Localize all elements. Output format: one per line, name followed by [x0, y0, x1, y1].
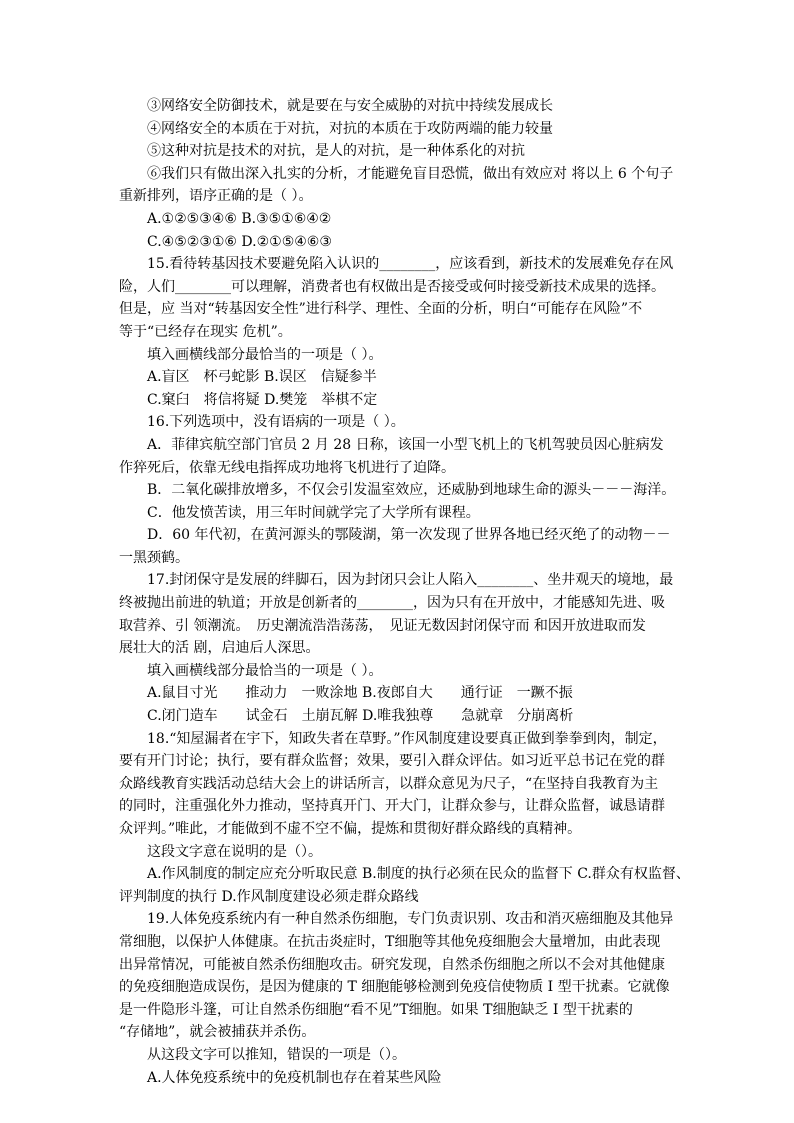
- text-line: C.闭门造车 试金石 土崩瓦解 D.唯我独尊 急就章 分崩离析: [147, 708, 574, 725]
- text-line: B．二氧化碳排放增多，不仅会引发温室效应，还威胁到地球生命的源头－－－海洋。: [147, 482, 676, 499]
- text-line: 但是，应 当对“转基因安全性”进行科学、理性、全面的分析，明白“可能存在风险”不: [119, 301, 643, 318]
- text-line: 15.看待转基因技术要避免陷入认识的________，应该看到，新技术的发展难免存在风: [147, 256, 674, 273]
- text-line: 填入画横线部分最恰当的一项是（ ）。: [147, 346, 383, 363]
- text-line: 是一件隐形斗篷，可让自然杀伤细胞“看不见”T细胞。如果 T细胞缺乏 I 型干扰素的: [119, 1001, 633, 1018]
- text-line: 出异常情况，可能被自然杀伤细胞攻击。研究发现，自然杀伤细胞之所以不会对其他健康: [119, 956, 665, 973]
- text-line: A.作风制度的制定应充分听取民意 B.制度的执行必须在民众的监督下 C.群众有权监督、: [147, 866, 690, 883]
- text-line: ⑥我们只有做出深入扎实的分析，才能避免盲目恐慌，做出有效应对 将以上 6 个句子: [147, 165, 674, 182]
- text-line: “存储地”，就会被捕获并杀伤。: [119, 1024, 316, 1041]
- text-line: 险，人们________可以理解，消费者也有权做出是否接受或何时接受新技术成果的选择。: [119, 278, 665, 295]
- text-line: 的免疫细胞造成误伤，是因为健康的 T 细胞能够检测到免疫信使物质 I 型干扰素。它就像: [119, 979, 670, 996]
- text-line: A.鼠目寸光 推动力 一败涂地 B.夜郎自大 通行证 一蹶不振: [147, 685, 573, 702]
- text-line: 终被抛出前进的轨道；开放是创新者的________，因为只有在开放中，才能感知先进、吸: [119, 595, 665, 612]
- text-line: 这段文字意在说明的是（）。: [147, 843, 322, 860]
- text-line: 众路线教育实践活动总结大会上的讲话所言，以群众意见为尺子，“在坚持自我教育为主: [119, 775, 659, 792]
- text-line: 从这段文字可以推知，错误的一项是（）。: [147, 1046, 406, 1063]
- text-line: 一黑颈鹤。: [119, 549, 189, 566]
- text-line: A.盲区 杯弓蛇影 B.误区 信疑参半: [147, 369, 377, 386]
- text-line: 填入画横线部分最恰当的一项是（ ）。: [147, 662, 383, 679]
- text-line: A．菲律宾航空部门官员 2 月 28 日称，该国一小型飞机上的飞机驾驶员因心脏病发: [147, 436, 664, 453]
- text-line: ④网络安全的本质在于对抗，对抗的本质在于攻防两端的能力较量: [147, 120, 553, 137]
- text-line: C.窠臼 将信将疑 D.樊笼 举棋不定: [147, 391, 378, 408]
- text-line: 取营养、引 领潮流。 历史潮流浩浩荡荡， 见证无数因封闭保守而 和因开放进取而发: [119, 617, 646, 634]
- text-line: ⑤这种对抗是技术的对抗，是人的对抗，是一种体系化的对抗: [147, 143, 525, 160]
- text-line: 展壮大的活 剧，启迪后人深思。: [119, 640, 320, 657]
- text-line: 常细胞，以保护人体健康。在抗击炎症时，T细胞等其他免疫细胞会大量增加，由此表现: [119, 933, 661, 950]
- text-line: D．60 年代初，在黄河源头的鄂陵湖，第一次发现了世界各地已经灭绝了的动物－－: [147, 527, 671, 544]
- document-page: [119, 95, 690, 1089]
- text-line: 16.下列选项中，没有语病的一项是（ ）。: [147, 414, 405, 431]
- text-line: 重新排列，语序正确的是（ ）。: [119, 188, 313, 205]
- text-line: 作猝死后，依靠无线电指挥成功地将飞机进行了迫降。: [119, 459, 455, 476]
- text-line: C.④⑤②③①⑥ D.②①⑤④⑥③: [147, 233, 332, 250]
- text-line: ③网络安全防御技术，就是要在与安全威胁的对抗中持续发展成长: [147, 98, 553, 114]
- text-line: 等于“已经存在现实 危机”。: [119, 323, 292, 340]
- text-line: A.①②⑤③④⑥ B.③⑤①⑥④②: [147, 210, 332, 227]
- text-line: 19.人体免疫系统内有一种自然杀伤细胞，专门负责识别、攻击和消灭癌细胞及其他异: [147, 911, 674, 928]
- text-line: 要有开门讨论；执行，要有群众监督；效果，要引入群众评估。如习近平总书记在党的群: [119, 753, 665, 770]
- text-line: 17.封闭保守是发展的绊脚石，因为封闭只会让人陷入________、坐井观天的境地，最: [147, 572, 674, 589]
- text-line: 众评判。”唯此，才能做到不虚不空不偏，提炼和贯彻好群众路线的真精神。: [119, 821, 582, 837]
- text-line: 18.“知屋漏者在宇下，知政失者在草野。”作风制度建设要真正做到拳拳到肉，制定，: [147, 730, 667, 747]
- text-line: 的同时，注重强化外力推动，坚持真开门、开大门，让群众参与，让群众监督，诚恳请群: [119, 798, 665, 815]
- text-line: C．他发愤苦读，用三年时间就学完了大学所有课程。: [147, 504, 480, 521]
- text-line: 评判制度的执行 D.作风制度建设必须走群众路线: [119, 888, 419, 905]
- text-line: A.人体免疫系统中的免疫机制也存在着某些风险: [147, 1069, 442, 1086]
